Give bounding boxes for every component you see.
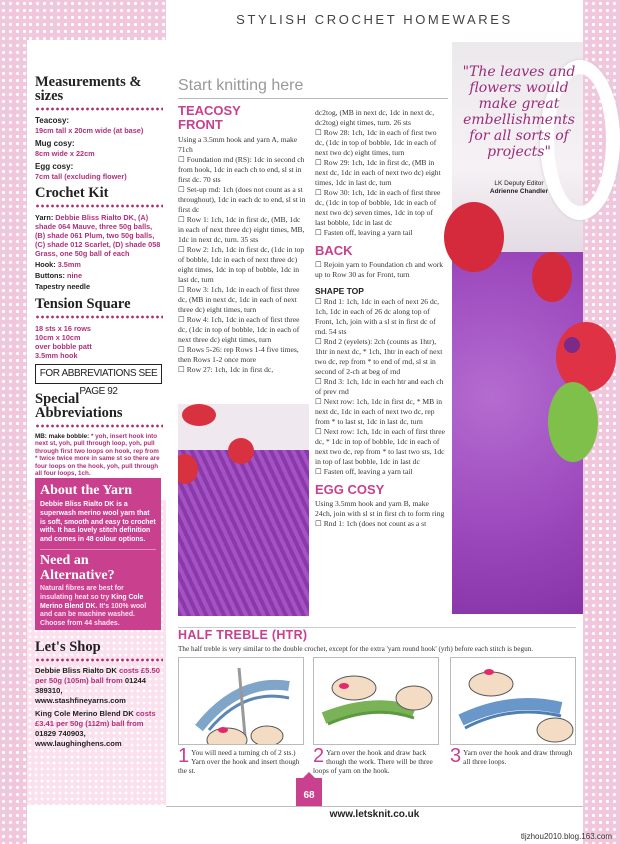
hand-illustration [451, 658, 576, 745]
yarn-label: Yarn: [35, 213, 54, 222]
shop-heading: Let's Shop [35, 639, 101, 655]
measure-value: 8cm wide x 22cm [35, 149, 95, 158]
pattern-line: ☐ Row 27: 1ch, 1dc in first dc, [178, 365, 274, 374]
htr-heading: HALF TREBLE (HTR) [178, 628, 308, 642]
measure-label: Mug cosy: [35, 139, 75, 148]
quote-role: LK Deputy Editor [494, 180, 544, 187]
kit-heading: Crochet Kit [35, 185, 109, 201]
pattern-line: ☐ Rnd 1: 1ch (does not count as a st [315, 519, 427, 528]
measure-label: Egg cosy: [35, 162, 74, 171]
red-flower-shape [444, 202, 504, 272]
special-abbrev-section [35, 392, 163, 477]
dotted-rule [35, 657, 163, 663]
step-number: 2 [313, 745, 325, 767]
quote-name: Adrienne Chandler [489, 188, 549, 195]
pattern-line: ☐ Row 28: 1ch, 1dc in each of first two dc, (1dc in top of bobble, 1dc in each of next two dc) eight times, turn [315, 128, 437, 157]
tension-line: over bobble patt [35, 342, 92, 351]
yarn-value: Debbie Bliss Rialto DK, (A) shade 064 Mauve, three 50g balls, (B) shade 061 Plum, two 50g balls, (C) shade 012 Scarlet, (D) shade 058 Grass, one 50g ball of each [35, 213, 161, 258]
about-text: is a superwash merino wool yarn that is soft, smooth and easy to crochet with. It has lovely stitch definition and comes in 48 colour options. [40, 501, 156, 544]
blog-credit: tljzhou2010.blog.163.com [520, 832, 612, 841]
htr-step-3-illustration [450, 657, 576, 745]
htr-step-2-caption [313, 745, 441, 775]
measure-value: 19cm tall x 20cm wide (at base) [35, 126, 144, 135]
shop2-price: costs £3.41 per 50g (112m) ball from [35, 709, 156, 728]
step-number: 1 [178, 745, 190, 767]
pattern-line: Using a 3.5mm hook and yarn A, make 71ch [178, 135, 298, 154]
left-dot-border [0, 0, 27, 844]
teacosy-front-column [178, 104, 308, 375]
shape-top-heading: SHAPE TOP [315, 286, 364, 296]
step-text: You will need a turning ch of 2 sts.) Yarn over the hook and insert though the st. [178, 748, 300, 775]
tension-line: 3.5mm hook [35, 351, 78, 360]
measure-label: Teacosy: [35, 116, 70, 125]
start-knitting-heading: Start knitting here [178, 77, 304, 94]
htr-step-1-illustration [178, 657, 304, 745]
shop1-web[interactable]: www.stashfineyarns.com [35, 696, 126, 705]
alt-text1: Natural fibres are best for insulating heat so try [40, 584, 124, 601]
pattern-line: ☐ Rnd 3: 1ch, 1dc in each htr and each ch of prev rnd [315, 377, 444, 396]
shop1-phone: 01244 389310, [35, 676, 147, 695]
alt-yarn-name: King Cole Merino Blend DK [40, 593, 144, 610]
htr-step-1-caption [178, 745, 306, 775]
sidebar-dot-top [27, 0, 166, 40]
pattern-line: ☐ Rejoin yarn to Foundation ch and work up to Row 30 as for Front, turn [315, 260, 444, 279]
shop2-phone: 01829 740903, [35, 729, 86, 738]
pull-quote: "The leaves and flowers would make great embellishments for all sorts of projects" [462, 64, 576, 160]
start-rule [178, 98, 448, 99]
pattern-line: ☐ Row 1: 1ch, 1dc in first dc, (MB, 1dc in each of next three dc) eight times, MB, 1dc in next dc, turn. 35 sts [178, 215, 305, 244]
pattern-line: ☐ Foundation rnd (RS): 1dc in second ch from hook, 1dc in each ch to end, sl st in first dc. 70 sts [178, 155, 305, 184]
shop-section [35, 640, 163, 749]
special-heading: Special Abbreviations [35, 391, 123, 421]
page-header: STYLISH CROCHET HOMEWARES [236, 12, 513, 27]
dotted-rule [35, 314, 163, 320]
red-flower-shape [532, 252, 572, 302]
shop2-web[interactable]: www.laughinghens.com [35, 739, 122, 748]
hand-illustration [314, 658, 439, 745]
shop1-name: Debbie Bliss Rialto DK [35, 666, 117, 675]
pattern-line: ☐ Row 30: 1ch, 1dc in each of first three dc, (1dc in top of bobble, 1dc in each of next two dc) seven times, 1dc in top of last bobble, 1dc in last dc [315, 188, 441, 227]
step-text: Yarn over the hook and draw through all three loops. [463, 748, 573, 766]
red-flower-shape [182, 404, 216, 426]
dotted-rule [35, 106, 163, 112]
shop2-name: King Cole Merino Blend DK [35, 709, 134, 718]
footer-website[interactable]: www.letsknit.co.uk [329, 809, 420, 820]
alt-text2: . It's 100% wool and can be machine washed. Choose from 44 shades. [40, 602, 147, 628]
footer-rule [166, 806, 583, 807]
pattern-line: ☐ Fasten off, leaving a yarn tail [315, 467, 413, 476]
back-heading: BACK [315, 243, 353, 258]
pattern-line: ☐ Rnd 1: 1ch, 1dc in each of next 26 dc, 1ch, 1dc in each of 26 dc along top of Front, 1ch, join with a sl st in first dc of rnd. 54 sts [315, 297, 440, 336]
buttons-label: Buttons: [35, 271, 65, 280]
tension-line: 18 sts x 16 rows [35, 324, 91, 333]
hook-value: 3.5mm [57, 260, 81, 269]
buttons-value: nine [67, 271, 83, 280]
quote-credit [458, 180, 580, 196]
page-number-tab: 68 [296, 778, 322, 806]
red-flower-shape [228, 438, 254, 464]
htr-step-3-caption [450, 745, 578, 767]
measurements-section [35, 75, 163, 185]
pattern-line: Using 3.5mm hook and yarn B, make 24ch, join with sl st in first ch to form ring [315, 499, 445, 518]
pattern-column-2 [315, 108, 445, 529]
teacosy-photo [178, 404, 309, 616]
green-leaf-shape [548, 382, 598, 462]
needle-text: Tapestry needle [35, 282, 91, 291]
dotted-rule [35, 203, 163, 209]
pattern-line: ☐ Row 4: 1ch, 1dc in each of first three dc, (1dc in top of bobble, 1dc in each of next three dc) eight times, turn [178, 315, 300, 344]
pattern-line: ☐ Set-up rnd: 1ch (does not count as a st throughout), 1dc in each dc to end, sl st in first dc [178, 185, 306, 214]
shop1-price: costs £5.50 per 50g (105m) ball from [35, 666, 160, 685]
pattern-line: ☐ Rows 5-26: rep Rows 1-4 five times, then Rows 1-2 once more [178, 345, 299, 364]
tension-section [35, 297, 163, 360]
dotted-rule [35, 423, 163, 429]
step-text: Yarn over the hook and draw back though the work. There will be three loops of yarn on the hook. [313, 748, 433, 775]
special-text: * yoh, insert hook into next st, yoh, pull through loop, yoh, pull through first two loops on hook, rep from * twice twice more in same st so there are four loops on the hook, yoh, pull through all four loops, 1ch. [35, 433, 160, 478]
special-term: MB: make bobble: [35, 433, 90, 440]
pattern-line: ☐ Next row: 1ch, 1dc in first dc, * MB in next dc, 1dc in each of next two dc, rep from * to last st, 1dc in last dc, turn [315, 397, 443, 426]
tension-heading: Tension Square [35, 296, 131, 312]
alternative-heading: Need an Alternative? [40, 552, 115, 583]
red-flower-shape [556, 322, 616, 392]
red-flower-shape [178, 454, 198, 484]
flower-centre-shape [564, 337, 580, 353]
pattern-line: ☐ Rnd 2 (eyelets): 2ch (counts as 1htr), 1htr in next dc, * 1ch, 1htr in each of next two dc, rep from * to end of rnd, sl st in second of 2-ch at beg of rnd [315, 337, 443, 376]
pattern-line: ☐ Next row: 1ch, 1dc in each of first three dc, * 1dc in top of bobble, 1dc in each of next two dc, rep from * to last two sts, 1dc in top of last bobble, 1dc in last dc [315, 427, 445, 466]
measurements-heading: Measurements & sizes [35, 74, 142, 104]
htr-intro: The half treble is very similar to the double crochet, except for the extra 'yarn round hook' (yrh) before each stitch is begun. [178, 645, 534, 653]
pattern-line: dc2tog, (MB in next dc, 1dc in next dc, dc2tog) eight times, turn. 26 sts [315, 108, 435, 127]
hand-illustration [179, 658, 304, 745]
hook-label: Hook: [35, 260, 56, 269]
pattern-line: ☐ Row 29: 1ch, 1dc in first dc, (MB in next dc, 1dc in each of next two dc) eight times, 1dc in last dc, turn [315, 158, 441, 187]
about-yarn-name: Debbie Bliss Rialto DK [40, 501, 115, 508]
abbreviations-box: FOR ABBREVIATIONS SEE PAGE 92 [35, 364, 162, 384]
pattern-line: ☐ Fasten off, leaving a yarn tail [315, 228, 413, 237]
about-heading: About the Yarn [40, 483, 133, 498]
step-number: 3 [450, 745, 462, 767]
tension-line: 10cm x 10cm [35, 333, 81, 342]
pattern-line: ☐ Row 2: 1ch, 1dc in first dc, (1dc in top of bobble, 1dc in each of next three dc) eight times, 1dc in top of bobble, 1dc in last dc, turn [178, 245, 305, 284]
measure-value: 7cm tall (excluding flower) [35, 172, 127, 181]
about-yarn-box [35, 478, 161, 630]
pattern-line: ☐ Row 3: 1ch, 1dc in each of first three dc, (MB in next dc, 1dc in each of next three dc) eight times, turn [178, 285, 300, 314]
egg-cosy-heading: EGG COSY [315, 482, 385, 497]
htr-step-2-illustration [313, 657, 439, 745]
kit-section [35, 186, 163, 291]
teacosy-front-heading: TEACOSY FRONT [178, 103, 241, 132]
